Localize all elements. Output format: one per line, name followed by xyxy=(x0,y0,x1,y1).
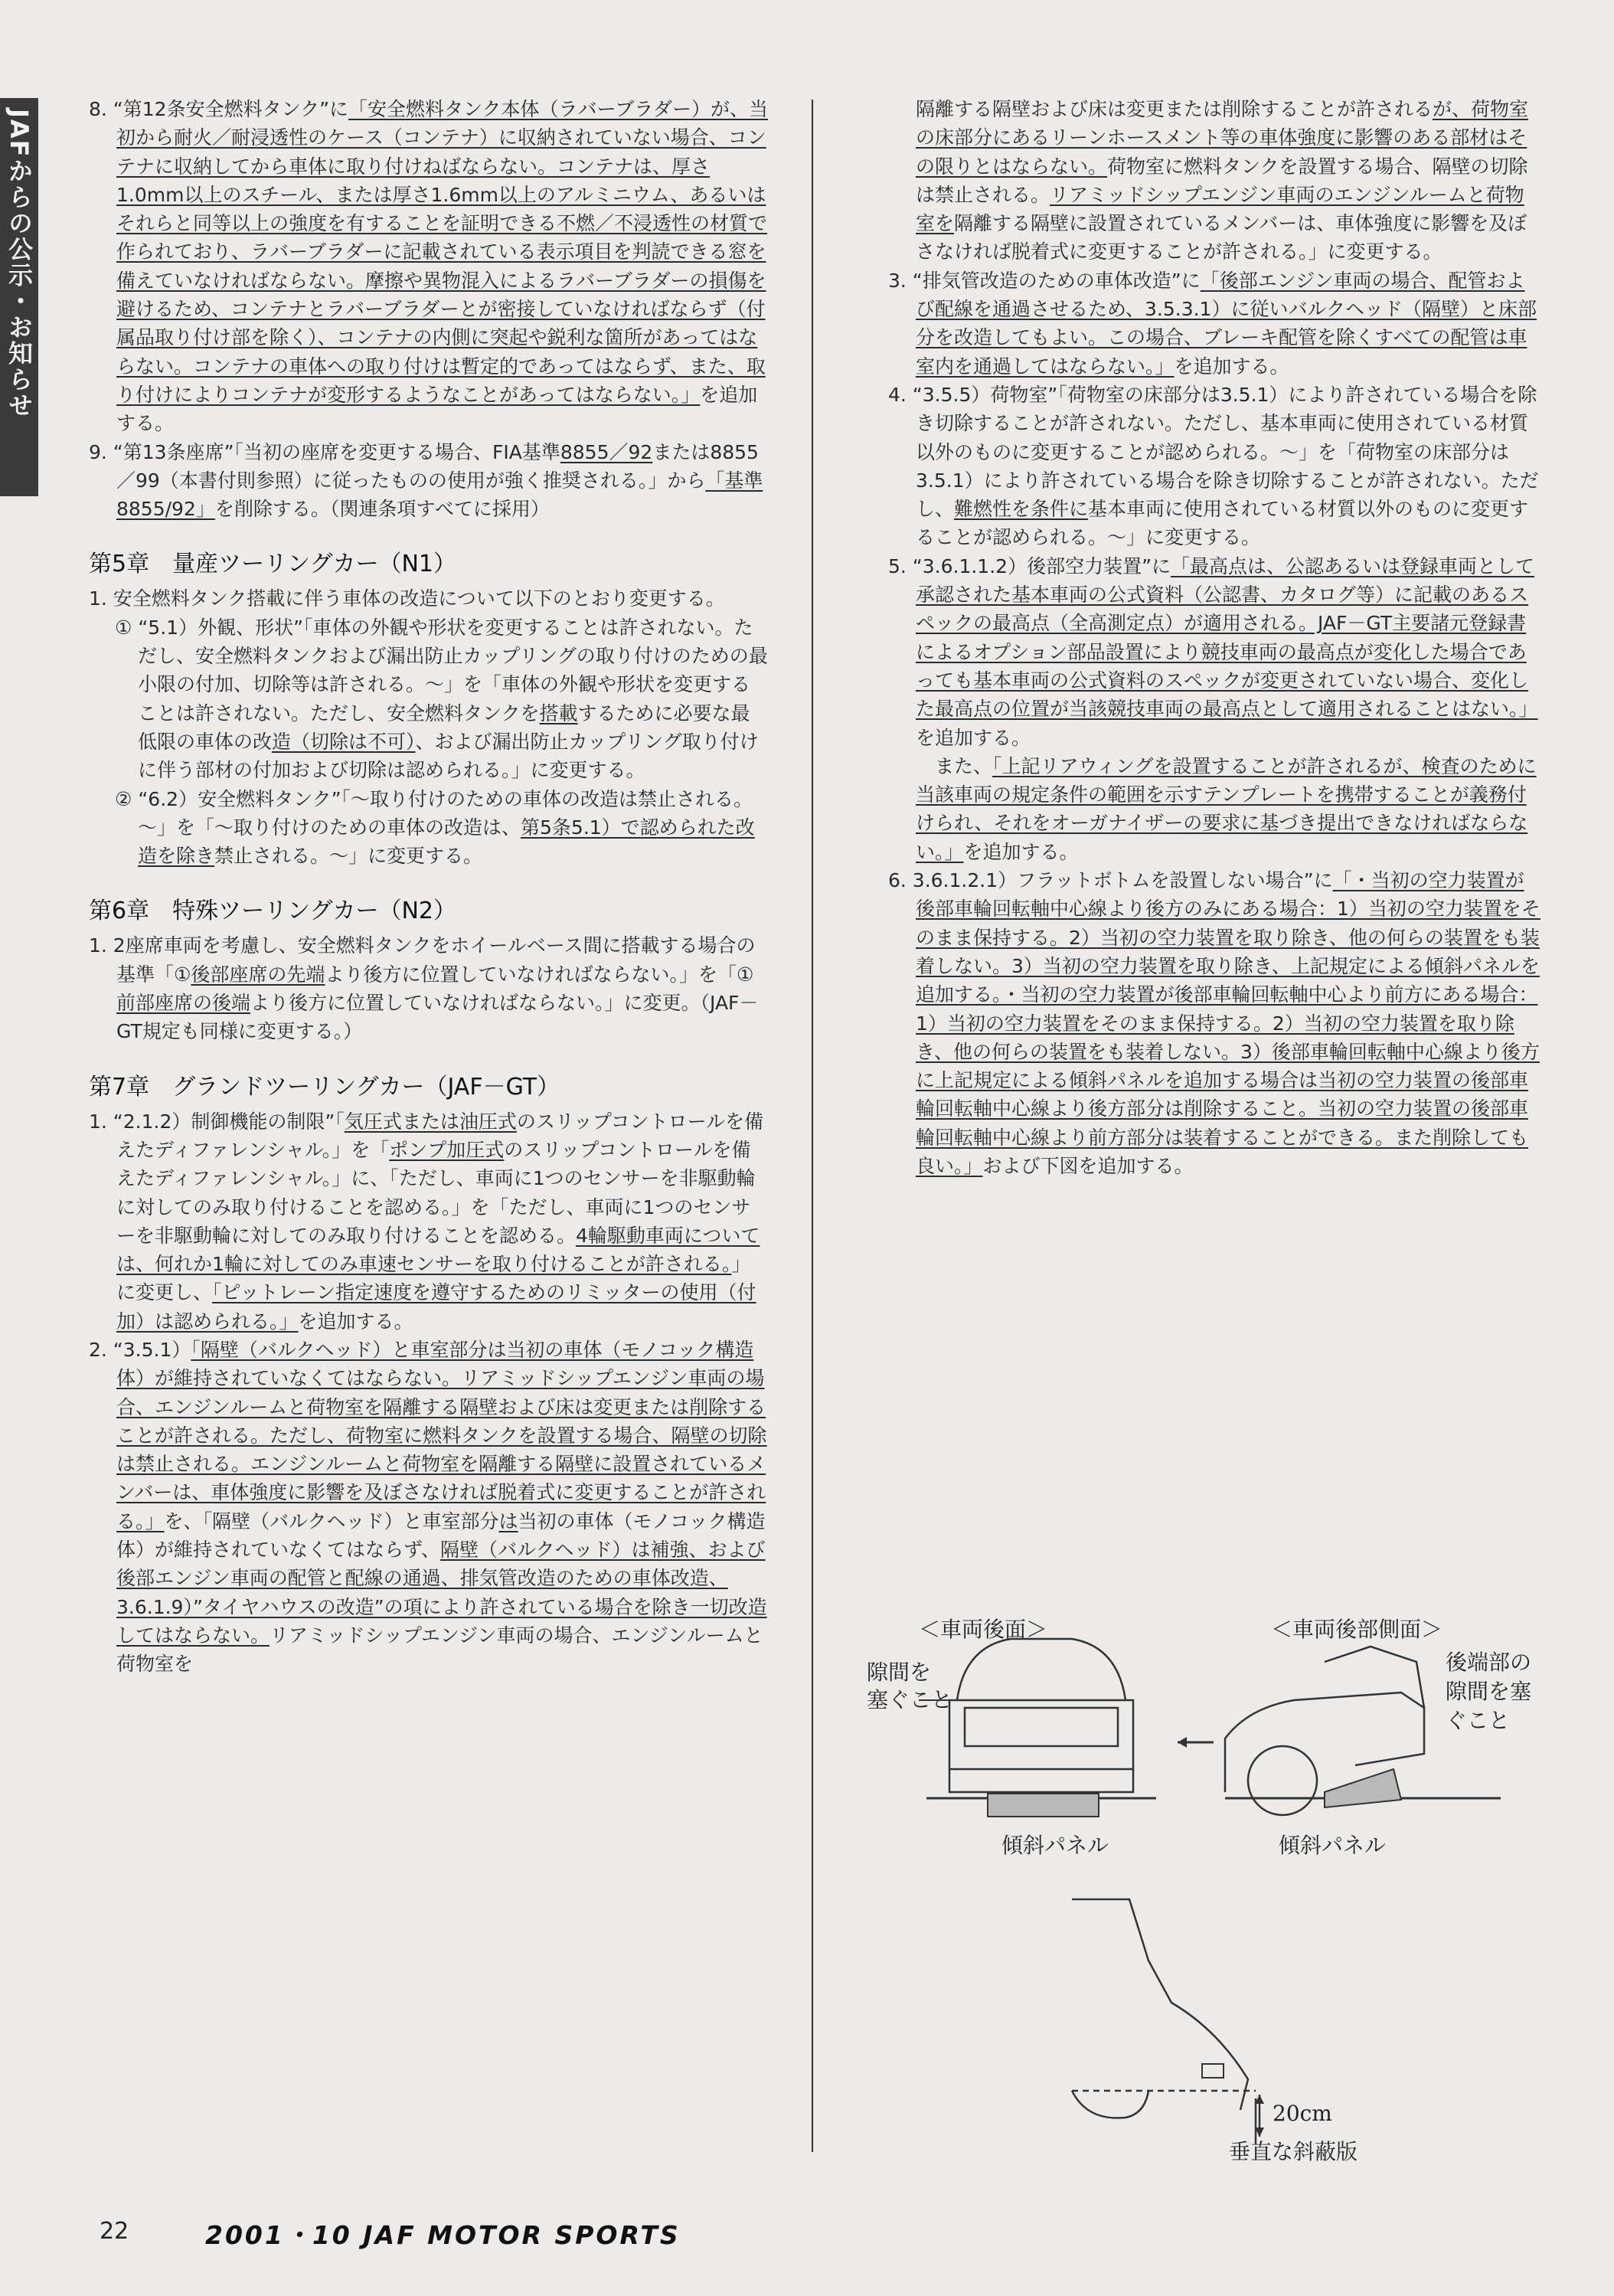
text-segment: 、および漏出防止カップリング取り付けに伴う部材の付加および切除は認められる。」に変更する。 xyxy=(138,730,759,782)
paragraph-item xyxy=(888,752,1540,866)
text-segment: 隔離する隔壁および床は変更または削除することが許される xyxy=(916,98,1433,120)
text-segment: を削除する。（関連条項すべてに採用） xyxy=(214,498,550,521)
side-panel-label: 傾斜パネル xyxy=(1279,1833,1387,1858)
chapter-heading: 第7章 グランドツーリングカー（JAF－GT） xyxy=(89,1073,560,1101)
underlined-text: 後部座席の先端 xyxy=(191,963,325,986)
text-segment: 6. 3.6.1.2.1）フラットボトムを設置しない場合”に xyxy=(888,869,1333,892)
underlined-text: 前部座席の後端 xyxy=(116,992,251,1015)
text-segment: 9. “第13条座席”「当初の座席を変更する場合、FIA基準 xyxy=(89,440,560,463)
underlined-text: 造（切除は不可） xyxy=(272,730,416,753)
paragraph-item xyxy=(888,866,1540,1180)
paragraph-item xyxy=(89,931,769,1045)
figure-dimension xyxy=(1057,1892,1424,2167)
left-column xyxy=(89,95,769,1679)
text-segment: 8. “第12条安全燃料タンク”に xyxy=(89,98,349,120)
underlined-text: 気圧式または油圧式 xyxy=(344,1110,517,1133)
text-segment: リアミッドシップエンジン車両の場合、エンジンルームと荷物室を xyxy=(116,1624,763,1676)
underlined-text: ポンプ加圧式 xyxy=(389,1138,505,1161)
text-segment: するために必要な最低限の車体の改 xyxy=(138,702,750,753)
text-segment: のスリップコントロールを備えたディファレンシャル。」に、「ただし、車両に1つのセンサーを非駆動輪に対してのみ取り付けることを認める。」を「ただし、車両に1つのセンサーを非駆動輪に対してのみ取り付けることを認める。 xyxy=(116,1138,756,1247)
underlined-text: リアミッドシップエンジン車両のエンジンルームと荷物室を xyxy=(916,183,1524,235)
rear-view-title: ＜車両後面＞ xyxy=(919,1617,1048,1642)
dimension-panel xyxy=(1202,2064,1224,2078)
underlined-text: 4輪駆動車両については、何れか1輪に対してのみ車速センサーを取り付けることが許される。 xyxy=(116,1224,760,1276)
side-gap-label-line: ぐこと xyxy=(1446,1708,1511,1733)
chapter-heading: 第5章 量産ツーリングカー（N1） xyxy=(89,551,457,578)
text-segment: 1. “2.1.2）制御機能の制限”「 xyxy=(89,1110,345,1133)
text-segment: 1. 2座席車両を考慮し、安全燃料タンクをホイールベース間に搭載する場合の基準「① xyxy=(89,934,756,986)
underlined-text: 「後部エンジン車両の場合、配管および配線を通過させるため、3.5.3.1）に従いバルクヘッド（隔壁）と床部分を改造してもよい。この場合、ブレーキ配管を除くすべての配管は車室内を通過してはならない。」 xyxy=(916,269,1537,378)
text-segment: 当初の車体（モノコック構造体）が維持されていなくてはならず、 xyxy=(116,1509,766,1562)
figure-rear-view xyxy=(865,1616,1532,1869)
underlined-text: 隔壁（バルクヘッド）は補強、および後部エンジン車両の配管と配線の通過、排気管改造のための車体改造、3.6.1.9）”タイヤハウスの改造”の項により許されている場合を除き一切改造してはならない。 xyxy=(116,1539,767,1647)
underlined-text: 「・当初の空力装置が後部車輪回転軸中心線より後方のみにある場合：1）当初の空力装置をそのまま保持する。2）当初の空力装置を取り除き、他の何らの装置をも装着しない。3）当初の空力装置を取り除き、上記規定による傾斜パネルを追加する。・当初の空力装置が後部車輪回転軸中心より前方にある場合：1）当初の空力装置をそのまま保持する。2）当初の空力装置を取り除き、他の何らの装置をも装着しない。3）後部車輪回転軸中心線より後方に上記規定による傾斜パネルを追加する場合は当初の空力装置の後部車輪回転軸中心線より後方部分は削除すること。当初の空力装置の後部車輪回転軸中心線より前方部分は装着することができる。また削除しても良い。」 xyxy=(916,869,1540,1177)
text-segment: 4. “3.5.5）荷物室”「荷物室の床部分は3.5.1）により許されている場合を除き切除することが許されない。ただし、基本車両に使用されている材質以外のものに変更することが認められる。～」を「荷物室の床部分は3.5.1）により許されている場合を除き切除することが許されない。ただし、 xyxy=(888,383,1539,521)
text-segment: ② “6.2）安全燃料タンク”「～取り付けのための車体の改造は禁止される。～」を「～取り付けのための車体の改造は、 xyxy=(115,787,753,839)
text-segment: より後方に位置していなければならない。」に変更。（JAF－GT規定も同様に変更する。） xyxy=(116,992,759,1043)
rear-panel-label: 傾斜パネル xyxy=(1001,1833,1109,1858)
section-side-tab xyxy=(0,98,38,496)
paragraph-item xyxy=(89,1336,769,1679)
rear-view-drawing xyxy=(865,1616,1524,1869)
rear-car-outline xyxy=(949,1639,1133,1792)
underlined-text: 第5条5.1）で認められた改造を除き xyxy=(138,816,755,868)
text-segment: を、「隔壁（バルクヘッド）と車室部分 xyxy=(164,1509,499,1532)
side-gap-label-line: 隙間を塞 xyxy=(1446,1679,1532,1704)
paragraph-item xyxy=(89,1107,769,1336)
side-view-title: ＜車両後部側面＞ xyxy=(1271,1617,1443,1642)
underlined-text: 搭載 xyxy=(539,702,578,724)
sub-item xyxy=(89,613,769,785)
text-segment: 2. “3.5.1） xyxy=(89,1338,191,1361)
underlined-text: 「安全燃料タンク本体（ラバーブラダー）が、当初から耐火／耐浸透性のケース（コンテナ）に収納されていない場合、コンテナに収納してから車体に取り付けねばならない。コンテナは、厚さ1.0mm以上のスチール、または厚さ1.6mm以上のアルミニウム、あるいはそれらと同等以上の強度を有することを証明できる不燃／不浸透性の材質で作られており、ラバーブラダーに記載されている表示項目を判読できる窓を備えていなければならない。摩擦や異物混入によるラバーブラダーの損傷を避けるため、コンテナとラバーブラダーとが密接していなければならず（付属品取り付け部を除く）、コンテナの内側に突起や鋭利な箇所があってはならない。コンテナの車体への取り付けは暫定的であってはならず、また、取り付けによりコンテナが変形するようなことがあってはならない。」 xyxy=(116,98,769,406)
text-segment: 基本車両に使用されている材質以外のものに変更することが認められる。～」に変更する。 xyxy=(916,498,1529,549)
side-gap-label-line: 後端部の xyxy=(1446,1650,1532,1675)
text-segment: および下図を追加する。 xyxy=(982,1154,1194,1177)
text-segment: または8855／99（本書付則参照）に従ったものの使用が強く推奨される。」から xyxy=(116,440,759,492)
right-column xyxy=(888,95,1540,1180)
underlined-text: 難燃性を条件に xyxy=(954,498,1089,521)
paragraph-item xyxy=(888,95,1540,267)
paragraph-item xyxy=(888,267,1540,381)
underlined-text: 「最高点は、公認あるいは登録車両として承認された基本車両の公式資料（公認書、カタログ等）に記載のあるスペックの最高点（全高測定点）が適用される。JAF－GT主要諸元登録書によるオプション部品設置により競技車両の最高点が変化した場合であっても基本車両の公式資料のスペックが変更されていない場合、変化した最高点の位置が当該競技車両の最高点として適用されることはない。」 xyxy=(916,554,1538,721)
paragraph-item xyxy=(888,552,1540,752)
text-segment: を追加する。 xyxy=(963,840,1079,863)
view-arrow-head xyxy=(1178,1737,1187,1748)
dimension-caption: 垂直な斜蔽版 xyxy=(1229,2139,1358,2164)
side-tilt-panel xyxy=(1325,1769,1401,1807)
underlined-text: 「隔壁（バルクヘッド）と車室部分は当初の車体（モノコック構造体）が維持されていなくてはならない。リアミッドシップエンジン車両の場合、エンジンルームと荷物室を隔離する隔壁および床は変更または削除することが許される。ただし、荷物室に燃料タンクを設置する場合、隔壁の切除は禁止される。エンジンルームと荷物室を隔離する隔壁に設置されているメンバーは、車体強度に影響を及ぼさなければ脱着式に変更することが許される。」 xyxy=(116,1338,767,1532)
text-segment: 禁止される。～」に変更する。 xyxy=(214,845,483,868)
underlined-text: 「ピットレーン指定速度を遵守するためのリミッターの使用（付加）は認められる。」 xyxy=(116,1281,756,1333)
text-segment: ① “5.1）外観、形状”「車体の外観や形状を変更することは許されない。ただし、安全燃料タンクおよび漏出防止カップリングの取り付けのための最小限の付加、切除等は許される。～」を「車体の外観や形状を変更することは許されない。ただし、安全燃料タンクを xyxy=(115,616,768,724)
text-segment: のスリップコントロールを備えたディファレンシャル。」を「 xyxy=(116,1110,764,1161)
underlined-text: 「基準8855/92」 xyxy=(116,469,763,521)
text-segment: 3. “排気管改造のための車体改造”に xyxy=(888,269,1201,292)
dimension-label: 20cm xyxy=(1273,2101,1332,2126)
underlined-text: 8855／92 xyxy=(560,440,653,463)
text-segment: 隔離する隔壁に設置されているメンバーは、車体強度に影響を及ぼさなければ脱着式に変更することが許される。」に変更する。 xyxy=(916,212,1527,263)
rear-tilt-panel xyxy=(988,1794,1099,1817)
paragraph-item xyxy=(888,381,1540,552)
underlined-text: が、荷物室の床部分にあるリーンホースメント等の車体強度に影響のある部材はその限りとはならない。 xyxy=(916,98,1529,178)
publication-title: 2001・10 JAF MOTOR SPORTS xyxy=(205,2220,681,2250)
text-segment: 」に変更し、 xyxy=(116,1253,751,1304)
page-number: 22 xyxy=(100,2218,129,2245)
text-segment: を追加する。 xyxy=(116,383,758,435)
text-segment: また、 xyxy=(916,754,993,777)
text-segment: 5. “3.6.1.1.2）後部空力装置”に xyxy=(888,554,1171,577)
sub-item xyxy=(89,785,769,871)
paragraph-item xyxy=(89,584,769,613)
underlined-text: 「上記リアウィングを設置することが許されるが、検査のために当該車両の規定条件の範囲を示すテンプレートを携帯することが義務付けられ、それをオーガナイザーの要求に基づき提出できなければならない。」 xyxy=(916,754,1537,863)
text-segment: 1. 安全燃料タンク搭載に伴う車体の改造について以下のとおり変更する。 xyxy=(89,587,725,610)
text-segment: を追加する。 xyxy=(1174,355,1289,378)
text-segment: より後方に位置していなければならない。」を「① xyxy=(325,963,754,986)
underlined-text: は xyxy=(498,1509,518,1532)
column-divider xyxy=(812,100,813,2152)
paragraph-item xyxy=(89,438,769,524)
chapter-heading: 第6章 特殊ツーリングカー（N2） xyxy=(89,898,457,925)
text-segment: を追加する。 xyxy=(298,1310,413,1333)
text-segment: を追加する。 xyxy=(916,726,1031,749)
paragraph-item xyxy=(89,95,769,438)
rear-gap-label-line: 隙間を xyxy=(867,1660,932,1685)
text-segment: 荷物室に燃料タンクを設置する場合、隔壁の切除は禁止される。 xyxy=(916,155,1528,206)
rear-gap-label-line: 塞ぐこと xyxy=(867,1687,953,1712)
dimension-drawing xyxy=(1057,1892,1424,2144)
side-tab-label: JAFからの公示・お知らせ xyxy=(5,109,34,419)
